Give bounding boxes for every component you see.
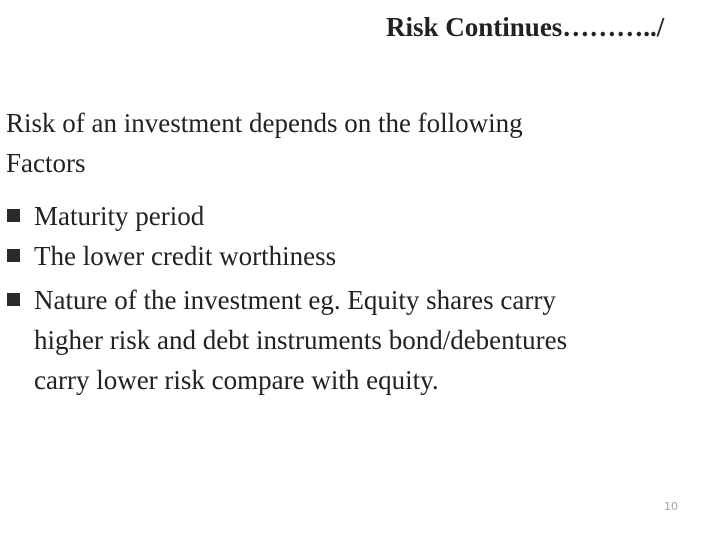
bullet-item bbox=[6, 196, 706, 236]
intro-text bbox=[6, 103, 706, 183]
square-bullet-icon bbox=[7, 293, 20, 306]
bullet-item bbox=[6, 236, 706, 276]
intro-line: Risk of an investment depends on the following bbox=[6, 108, 523, 138]
square-bullet-icon bbox=[7, 209, 20, 222]
square-bullet-icon bbox=[7, 249, 20, 262]
bullet-text: Maturity period bbox=[34, 201, 205, 231]
bullet-item bbox=[6, 280, 706, 400]
slide-title: Risk Continues………../ bbox=[386, 12, 665, 42]
intro-line: Factors bbox=[6, 148, 86, 178]
bullet-text-line: higher risk and debt instruments bond/debentures bbox=[34, 325, 568, 355]
bullet-text-line: carry lower risk compare with equity. bbox=[34, 365, 439, 395]
page-number: 10 bbox=[664, 500, 678, 513]
bullet-text: The lower credit worthiness bbox=[34, 241, 337, 271]
bullet-list bbox=[6, 196, 706, 400]
bullet-text-line: Nature of the investment eg. Equity shares carry bbox=[34, 285, 556, 315]
